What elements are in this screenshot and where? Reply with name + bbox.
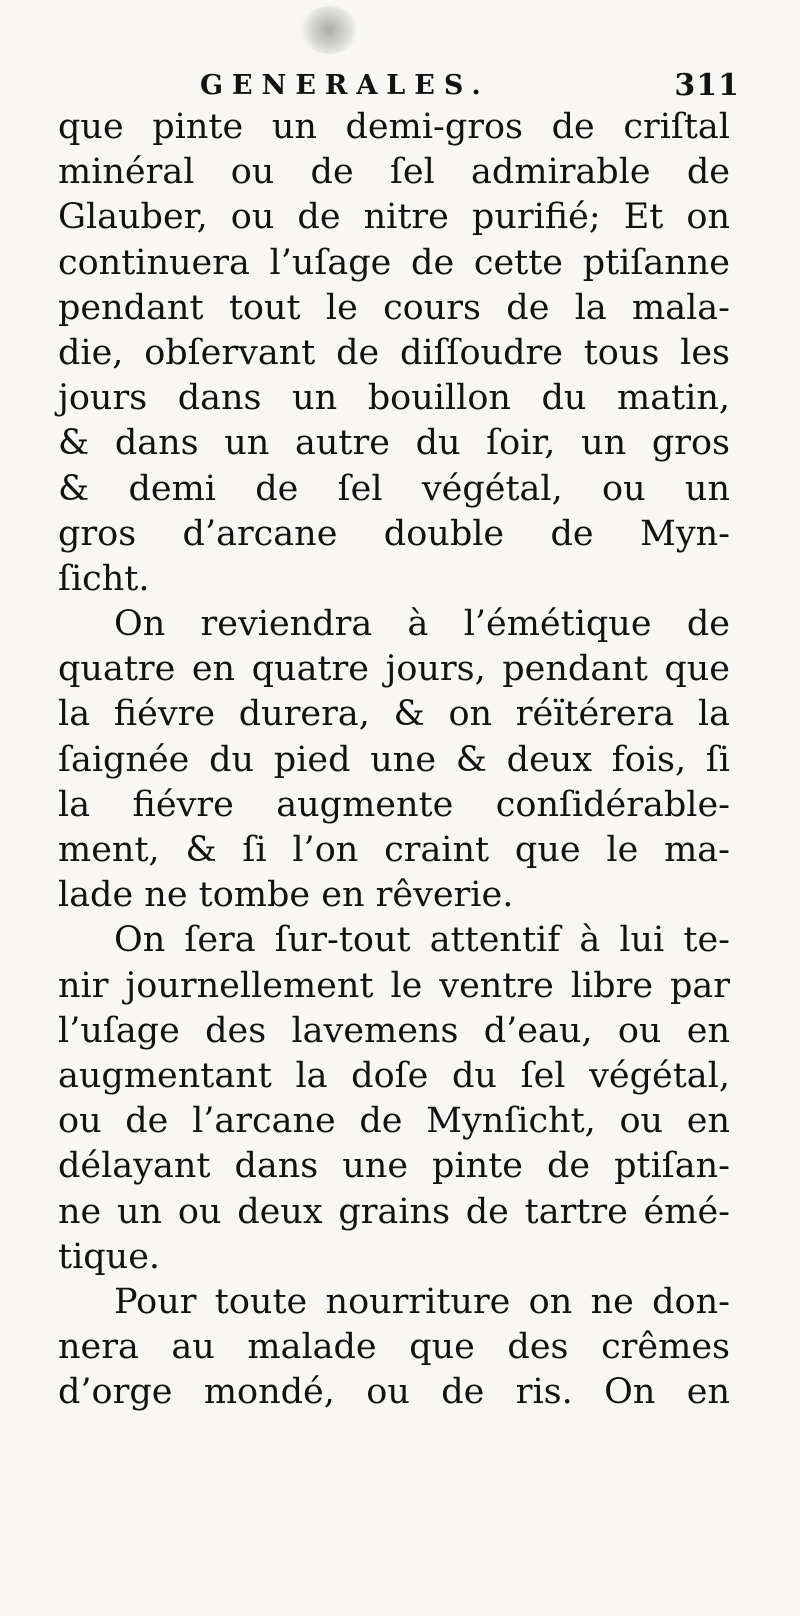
text-line: pendant tout le cours de la mala- — [58, 287, 730, 328]
text-line: & demi de ſel végétal, ou un — [58, 468, 730, 509]
page-header — [60, 70, 740, 110]
text-line: que pinte un demi-gros de criſtal — [58, 107, 730, 147]
text-line: die, obſervant de diſſoudre tous les — [58, 332, 730, 373]
text-line: augmentant la doſe du ſel végétal, — [58, 1055, 730, 1096]
text-line: On reviendra à l’émétique de — [114, 604, 730, 645]
text-line: la fiévre durera, & on réïtérera la — [58, 694, 730, 735]
text-line: continuera l’uſage de cette ptiſanne — [58, 242, 730, 283]
text-line: quatre en quatre jours, pendant que — [58, 649, 730, 690]
text-line: ſaignée du pied une & deux fois, ſi — [58, 739, 730, 780]
text-line: ou de l’arcane de Mynſicht, ou en — [58, 1101, 730, 1142]
text-line: d’orge mondé, ou de ris. On en — [58, 1372, 730, 1413]
text-line: lade ne tombe en rêverie. — [58, 875, 514, 916]
text-line: Glauber, ou de nitre purifié; Et on — [58, 197, 730, 238]
text-line: la fiévre augmente conſidérable- — [58, 784, 730, 825]
text-line: ment, & ſi l’on craint que le ma- — [58, 830, 730, 870]
text-line: minéral ou de ſel admirable de — [58, 152, 730, 193]
text-line: ſicht. — [58, 558, 150, 599]
running-head: GENERALES. — [200, 70, 490, 101]
text-line: délayant dans une pinte de ptiſan- — [58, 1146, 730, 1187]
text-line: tique. — [58, 1236, 161, 1277]
text-line: ne un ou deux grains de tartre émé- — [58, 1191, 730, 1232]
text-line: nir journellement le ventre libre par — [58, 965, 730, 1006]
text-line: & dans un autre du ſoir, un gros — [58, 423, 730, 464]
text-line: jours dans un bouillon du matin, — [58, 378, 730, 419]
text-line: Pour toute nourriture on ne don- — [114, 1281, 730, 1322]
page-number: 311 — [674, 68, 740, 103]
text-line: l’uſage des lavemens d’eau, ou en — [58, 1010, 730, 1051]
body-text — [58, 105, 730, 1415]
text-line: gros d’arcane double de Myn- — [58, 513, 730, 554]
text-line: On ſera ſur-tout attentif à lui te- — [114, 920, 730, 961]
text-line: nera au malade que des crêmes — [58, 1327, 730, 1368]
ink-smudge — [300, 6, 358, 54]
